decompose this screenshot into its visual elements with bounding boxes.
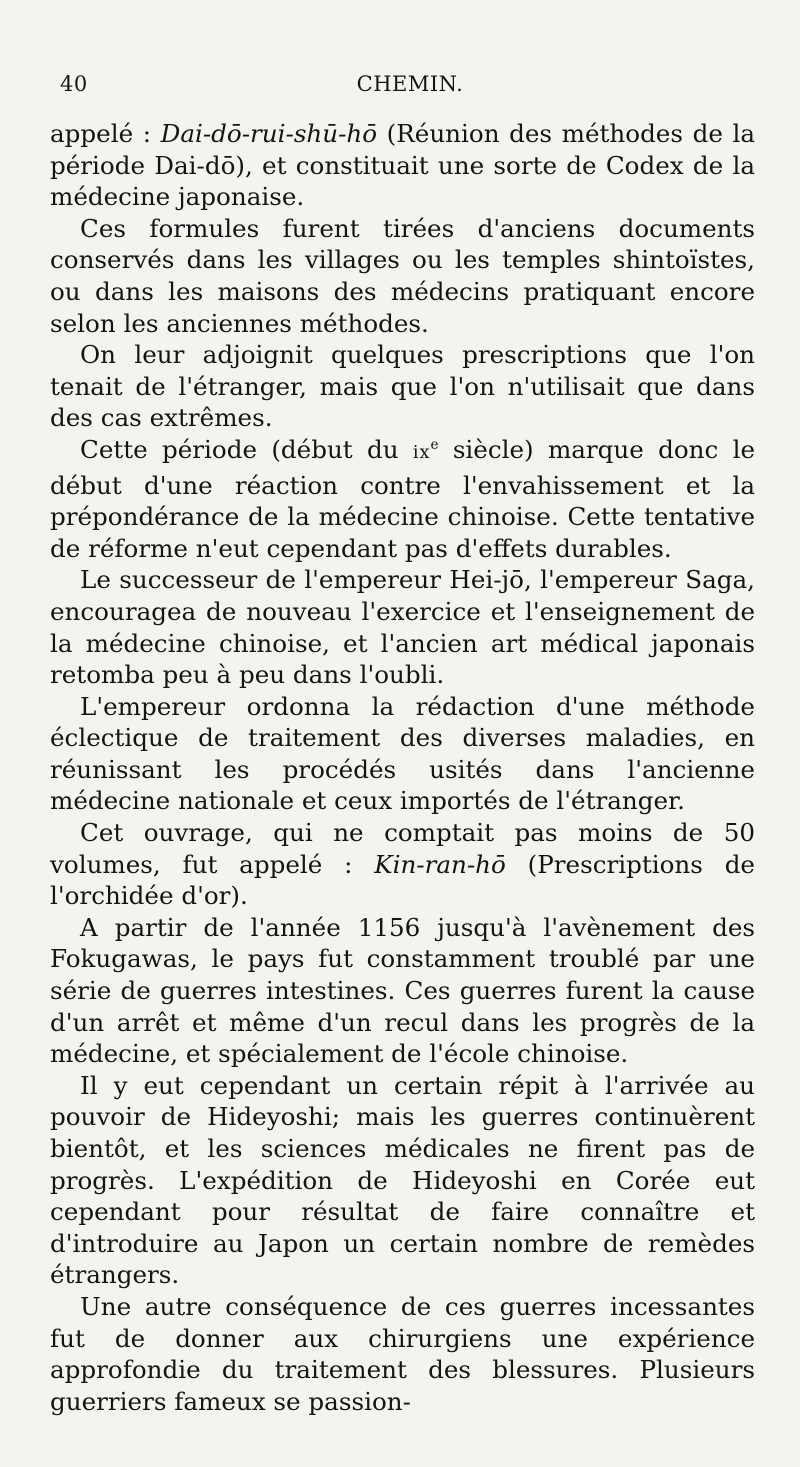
- paragraph: [50, 817, 755, 912]
- page-number: 40: [60, 72, 88, 96]
- body-text: [50, 118, 755, 1417]
- paragraph: [50, 339, 755, 434]
- text-segment: Ces formules furent tirées d'anciens documents conservés dans les villages ou les temples shintoïstes, ou dans les maisons des médecins pratiquant encore selon les anciennes méthodes.: [50, 213, 755, 338]
- text-segment: Cet ouvrage, qui ne comptait pas moins de 50 volumes, fut appelé :: [50, 818, 755, 879]
- text-segment: (Réunion des méthodes de la période Dai-dō), et constituait une sorte de Codex de la médecine japonaise.: [50, 119, 756, 212]
- text-segment: e: [430, 436, 439, 453]
- text-segment: Il y eut cependant un certain répit à l'arrivée au pouvoir de Hideyoshi; mais les guerres continuèrent bientôt, et les sciences médicales ne firent pas de progrès. L'expédition de Hideyoshi en Corée eut cependant pour résultat de faire connaître et d'introduire au Japon un certain nombre de remèdes étrangers.: [50, 1070, 755, 1290]
- italic-title: Dai-dō-rui-shū-hō: [160, 119, 378, 148]
- text-segment: Une autre conséquence de ces guerres incessantes fut de donner aux chirurgiens une expérience approfondie du traitement des blessures. Plusieurs guerriers fameux se passion-: [50, 1291, 755, 1416]
- italic-title: Kin-ran-hō: [374, 849, 506, 879]
- paragraph: [50, 691, 755, 817]
- paragraph: [50, 564, 755, 690]
- paragraph: [50, 434, 755, 564]
- running-title: CHEMIN.: [356, 72, 464, 96]
- text-segment: ix: [412, 442, 431, 463]
- text-segment: siècle) marque donc le début d'une réaction contre l'envahissement et la prépondérance de la médecine chinoise. Cette tentative de réforme n'eut cependant pas d'effets durables.: [50, 434, 755, 563]
- running-head: [60, 72, 760, 112]
- paragraph: [50, 213, 755, 339]
- text-segment: appelé :: [50, 119, 161, 148]
- text-segment: On leur adjoignit quelques prescriptions que l'on tenait de l'étranger, mais que l'on n'utilisait que dans des cas extrêmes.: [50, 340, 755, 433]
- text-segment: L'empereur ordonna la rédaction d'une méthode éclectique de traitement des diverses maladies, en réunissant les procédés usités dans l'ancienne médecine nationale et ceux importés de l'étranger.: [50, 691, 755, 816]
- text-segment: Cette période (début du: [80, 434, 413, 464]
- paragraph: [50, 1291, 755, 1417]
- text-segment: Le successeur de l'empereur Hei-jō, l'empereur Saga, encouragea de nouveau l'exercice et l'enseignement de la médecine chinoise, et l'ancien art médical japonais retomba peu à peu dans l'oubli.: [50, 565, 755, 690]
- paragraph: [50, 912, 755, 1070]
- text-segment: A partir de l'année 1156 jusqu'à l'avènement des Fokugawas, le pays fut constamment troublé par une série de guerres intestines. Ces guerres furent la cause d'un arrêt et même d'un recul dans les progrès de la médecine, et spécialement de l'école chinoise.: [50, 912, 755, 1069]
- paragraph: [50, 1070, 755, 1291]
- text-segment: (Prescriptions de l'orchidée d'or).: [50, 849, 755, 911]
- paragraph: [50, 118, 755, 213]
